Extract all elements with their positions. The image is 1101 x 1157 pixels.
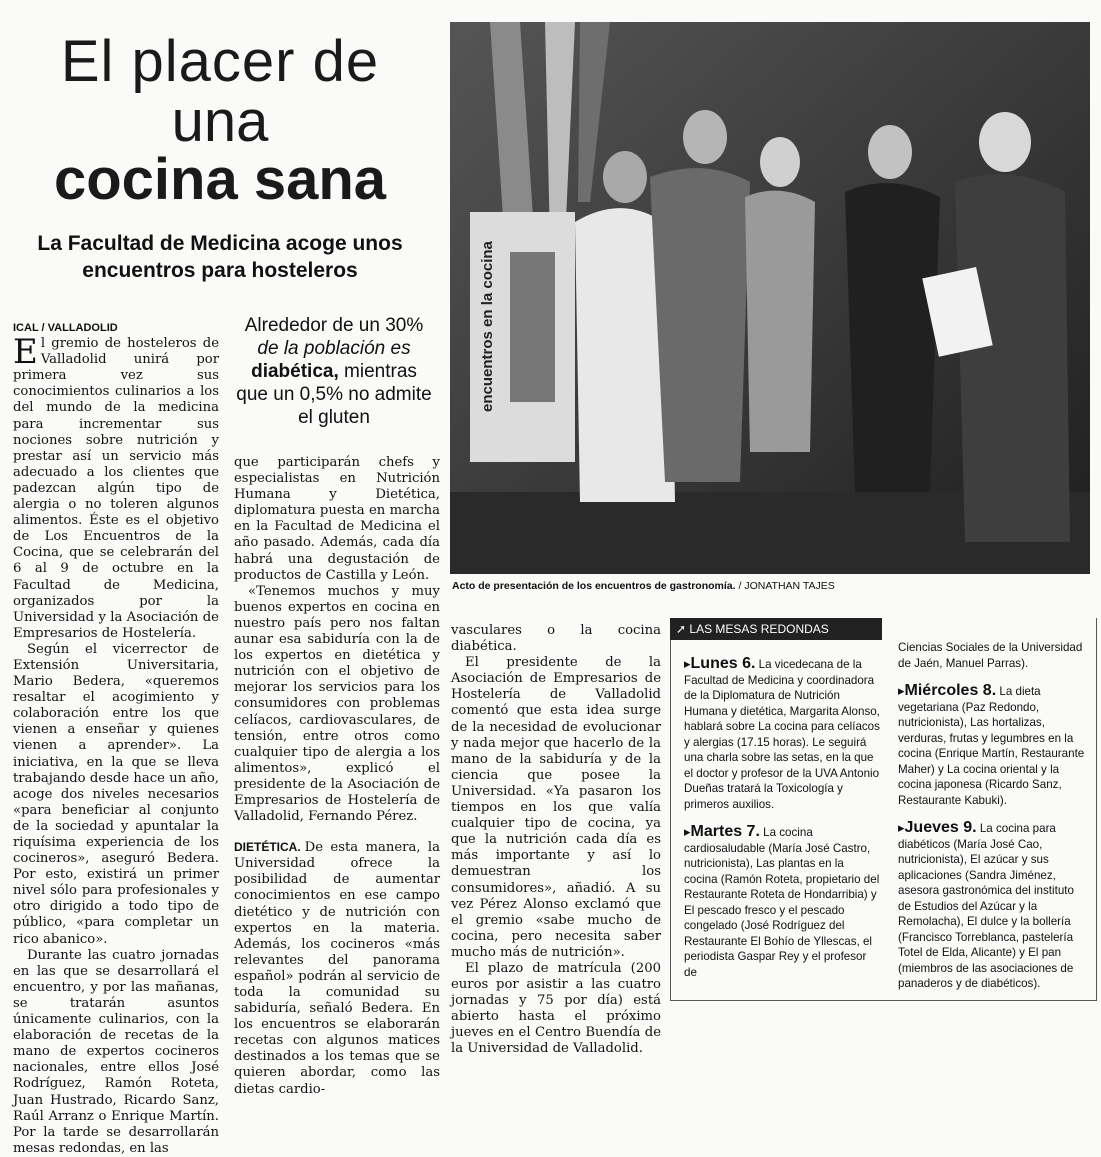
sidebar-header-text: LAS MESAS REDONDAS	[689, 622, 829, 636]
article-paragraph: vasculares o la cocina diabética.	[451, 623, 661, 655]
section-lead: DIETÉTICA.	[234, 840, 301, 855]
caption-text: Acto de presentación de los encuentros de gastronomía.	[452, 580, 736, 592]
day-label: Miércoles 8.	[904, 682, 997, 699]
article-paragraph	[234, 839, 440, 1098]
session-text: La cocina para diabéticos (María José Cao, nutricionista), El azúcar y sus aplicaciones (Sandra Jiménez, asesora gastronómica del instituto de Estudios del Azúcar y la Remolacha), El dulce y la bollería (Francisco Torreblanca, pastelería Totel de Elda, Alicante) y El pan (miembros de las asociaciones de panaderos y de diabéticos).	[898, 822, 1074, 990]
arrow-icon: ▸	[898, 683, 905, 698]
paragraph-text: l gremio de hosteleros de Valladolid unirá por primera vez sus conocimientos culinarios a los del mundo de la medicina para incrementar sus nociones sobre nutrición y prestar así un servicio más adecuado a los clientes que padezcan algún tipo de alergia o no toleren algunos alimentos. Éste es el objetivo de Los Encuentros de la Cocina, que se celebrarán del 6 al 9 de octubre en la Facultad de Medicina, organizados por la Universidad y la Asociación de Empresarios de Hostelería.	[13, 336, 219, 641]
photo-credit: / JONATHAN TAJES	[735, 580, 835, 592]
article-paragraph: que participarán chefs y especialistas en Nutrición Humana y Dietética, diplomatura puesta en marcha en la Facultad de Medicina el año pasado. Además, cada día habrá una degustación de productos de Castilla y León.	[234, 455, 440, 583]
session-text: La vicedecana de la Facultad de Medicina y coordinadora de la Diplomatura de Nutrición Humana y dietética, Margarita Alonso, hablará sobre La cocina para celíacos y alergias (17.15 horas). Le seguirá una charla sobre las setas, en la que el doctor y profesor de la UVA Antonio Dueñas tratará la Toxicología y primeros auxilios.	[684, 658, 880, 811]
article-column-3	[451, 623, 661, 1058]
subtitle-line-1: La Facultad de Medicina acoge unos	[37, 232, 403, 255]
session-miercoles	[898, 683, 1090, 808]
session-text: La dieta vegetariana (Paz Redondo, nutricionista), Las hortalizas, verduras, frutas y legumbres en la cocina (Enrique Martín, Restaurante Maher) y La cocina oriental y la cocina japonesa (Ricardo Sanz, Restaurante Kabuki).	[898, 685, 1085, 807]
session-text: La cocina cardiosaludable (María José Castro, nutricionista), Las plantas en la cocina (Ramón Roteta, propietario del Restaurante Roteta de Hondarribia) y El pescado fresco y el pescado congelado (José Rodríguez del Restaurante El Bohío de Yllescas, el periodista Gaspar Rey y el profesor de	[684, 826, 880, 979]
session-jueves	[898, 820, 1090, 992]
article-paragraph	[13, 332, 219, 642]
photo-illustration	[450, 22, 1090, 574]
article-paragraph: Según el vicerrector de Extensión Universitaria, Mario Bedera, «queremos resaltar el acogimiento y colaboración entre los que vienen a enseñar y quienes vienen a aprender». La iniciativa, en la que se lleva trabajando desde hace un año, acoge dos niveles necesarios «para beneficiar al conjunto de la sociedad y apuntalar la riquísima experiencia de los cocineros», aseguró Bedera. Por esto, existirá un primer nivel sólo para profesionales y otro dirigido a todo tipo de público, «para completar un rico abanico».	[13, 641, 219, 947]
headline-line-2: una	[171, 89, 269, 154]
trend-icon: ➚	[676, 622, 687, 636]
session-martes	[684, 824, 880, 980]
article-paragraph: Durante las cuatro jornadas en las que se desarrollará el encuentro, y por las mañanas, se tratarán asuntos únicamente culinarios, con la elaboración de recetas de la mano de expertos cocineros nacionales, entre ellos José Rodríguez, Ramón Roteta, Juan Hustrado, Ricardo Sanz, Raúl Arranz o Enrique Martín. Por la tarde se desarrollarán mesas redondas, en las	[13, 947, 219, 1156]
headline-line-3: cocina sana	[53, 147, 387, 212]
pull-quote-part-3: diabética,	[251, 361, 339, 382]
subtitle-line-2: encuentros para hosteleros	[82, 259, 358, 282]
day-label: Lunes 6.	[690, 655, 756, 672]
article-column-1	[13, 320, 219, 1157]
banner-text: encuentros en la cocina	[479, 241, 496, 412]
article-paragraph: «Tenemos muchos y muy buenos expertos en cocina en nuestro país pero nos faltan aunar esa sabiduría con la de los expertos en dietética y nutrición con el objetivo de mejorar los servicios para los consumidores con problemas celíacos, cardiovasculares, de tensión, entre otros como cualquier tipo de alergia a los alimentos», explicó el presidente de la Asociación de Empresarios de Hostelería de Valladolid, Fernando Pérez.	[234, 583, 440, 825]
article-column-2	[234, 455, 440, 1098]
day-label: Jueves 9.	[904, 819, 977, 836]
press-photo	[450, 22, 1090, 574]
pull-quote-part-1: Alrededor de un 30%	[244, 315, 424, 336]
paragraph-text: De esta manera, la Universidad ofrece la posibilidad de aumentar conocimientos en ese campo dietético y de nutrición con expertos en la materia. Además, los cocineros «más relevantes del panorama español» podrán al servicio de toda la comunidad su sabiduría, señaló Bedera. En los encuentros se elaborarán recetas con algunos matices destinados a los temas que se quieren abordar, como las dietas cardio-	[234, 840, 440, 1097]
sidebar-column-1	[684, 656, 880, 992]
subtitle	[0, 230, 440, 284]
session-martes-continued: Ciencias Sociales de la Universidad de Jaén, Manuel Parras).	[898, 641, 1083, 670]
headline-line-1: El placer de	[60, 29, 380, 94]
byline: ICAL / VALLADOLID	[13, 322, 118, 334]
arrow-icon: ▸	[684, 824, 691, 839]
photo-caption	[452, 580, 1092, 592]
article-paragraph: El presidente de la Asociación de Empresarios de Hostelería de Valladolid comentó que esta idea surge de la necesidad de evolucionar y nada mejor que hacerlo de la mano de la sabiduría y de la ciencia que posee la Universidad. «Ya pasaron los tiempos en los que valía cualquier tipo de cocina, ya que la nutrición cada día es más importante y así lo demuestran los consumidores», añadió. A su vez Pérez Alonso exclamó que el gremio «sabe mucho de cocina, pero necesita saber mucho más de nutrición».	[451, 655, 661, 960]
day-label: Martes 7.	[690, 823, 760, 840]
article-paragraph: El plazo de matrícula (200 euros por asistir a las cuatro jornadas y 75 por día) está abierto hasta el próximo jueves en el Centro Buendía de la Universidad de Valladolid.	[451, 960, 661, 1057]
sidebar-header	[670, 618, 882, 640]
session-lunes	[684, 656, 880, 812]
pull-quote-part-2: de la población es	[257, 338, 411, 359]
arrow-icon: ▸	[898, 820, 905, 835]
drop-cap: E	[13, 332, 38, 373]
sidebar-column-2	[898, 640, 1090, 1004]
pull-quote-part-4: mientras que un 0,5% no admite el gluten	[236, 361, 432, 428]
arrow-icon: ▸	[684, 656, 691, 671]
pull-quote	[234, 314, 434, 429]
